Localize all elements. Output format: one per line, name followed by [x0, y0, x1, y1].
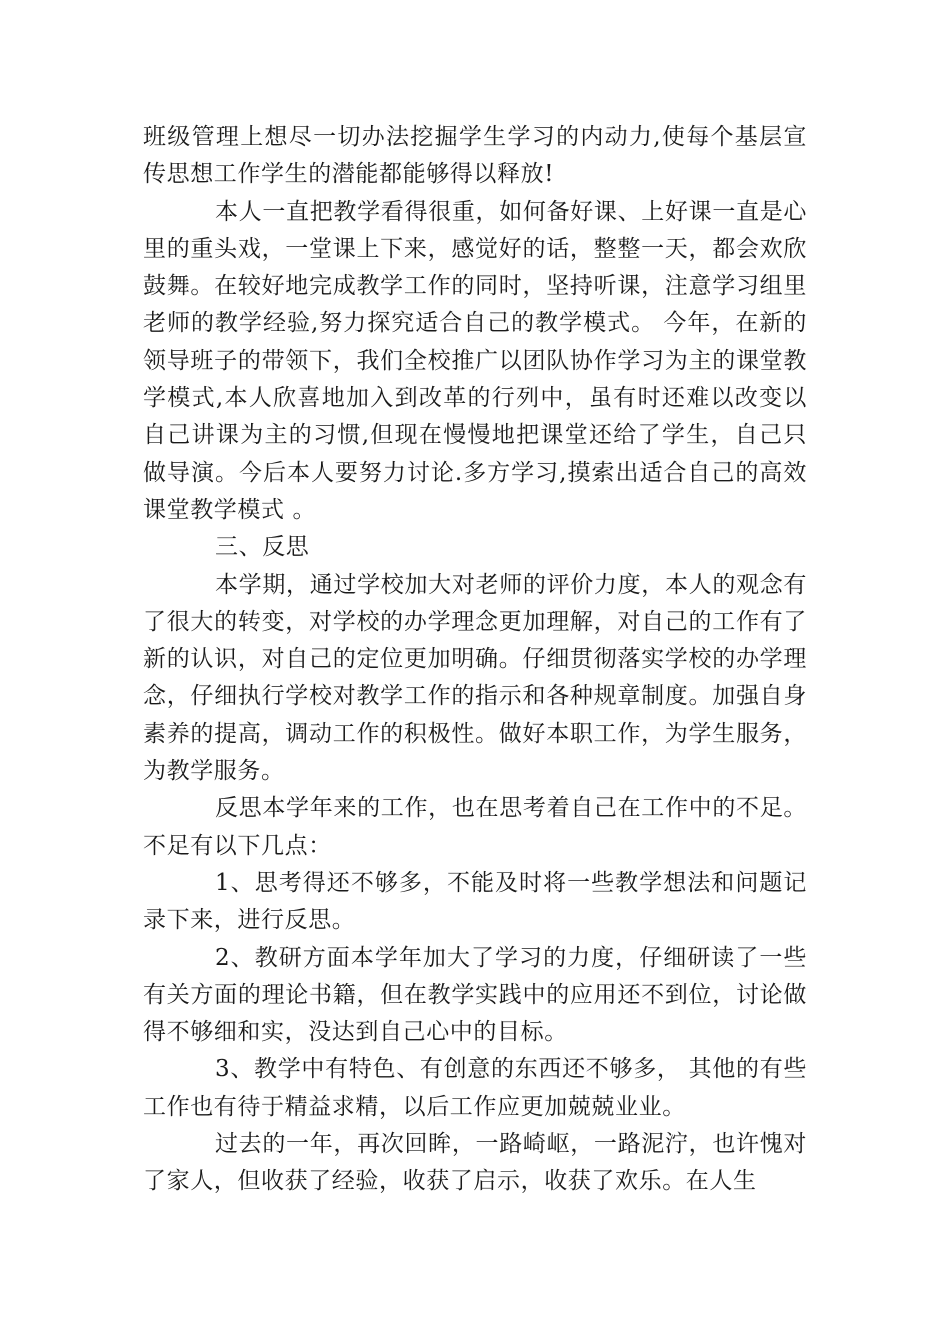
list-item-shortcoming-1: 1、思考得还不够多，不能及时将一些教学想法和问题记录下来，进行反思。: [143, 869, 807, 934]
paragraph-year-review: 过去的一年，再次回眸，一路崎岖，一路泥泞，也许愧对了家人，但收获了经验，收获了启示，收获了欢乐。在人生: [143, 1131, 807, 1195]
section-heading-reflection: 三、反思: [215, 534, 310, 561]
paragraph-class-management: 班级管理上想尽一切办法挖掘学生学习的内动力,使每个基层宣传思想工作学生的潜能都能够得以释放!: [143, 124, 807, 188]
paragraph-teaching-focus: 本人一直把教学看得很重，如何备好课、上好课一直是心里的重头戏，一堂课上下来，感觉好的话，整整一天，都会欢欣鼓舞。在较好地完成教学工作的同时，坚持听课，注意学习组里老师的教学经验,努力探究适合自己的教学模式。 今年，在新的领导班子的带领下，我们全校推广以团队协作学习为主的课堂教学模式,本人欣喜地加入到改革的行列中，虽有时还难以改变以自己讲课为主的习惯,但现在慢慢地把课堂还给了学生，自己只做导演。今后本人要努力讨论.多方学习,摸索出适合自己的高效课堂教学模式 。: [143, 198, 807, 523]
list-item-shortcoming-2: 2、教研方面本学年加大了学习的力度，仔细研读了一些有关方面的理论书籍，但在教学实践中的应用还不到位，讨论做得不够细和实，没达到自己心中的目标。: [143, 944, 807, 1046]
document-body: [143, 119, 807, 1201]
paragraph-semester-reflection: 本学期，通过学校加大对老师的评价力度，本人的观念有了很大的转变，对学校的办学理念更加理解，对自己的工作有了新的认识，对自己的定位更加明确。仔细贯彻落实学校的办学理念，仔细执行学校对教学工作的指示和各种规章制度。加强自身素养的提高，调动工作的积极性。做好本职工作，为学生服务，为教学服务。: [143, 571, 807, 785]
paragraph-shortcomings-intro: 反思本学年来的工作，也在思考着自己在工作中的不足。不足有以下几点：: [143, 795, 807, 859]
list-item-shortcoming-3: 3、教学中有特色、有创意的东西还不够多， 其他的有些工作也有待于精益求精，以后工作应更加兢兢业业。: [143, 1056, 807, 1120]
